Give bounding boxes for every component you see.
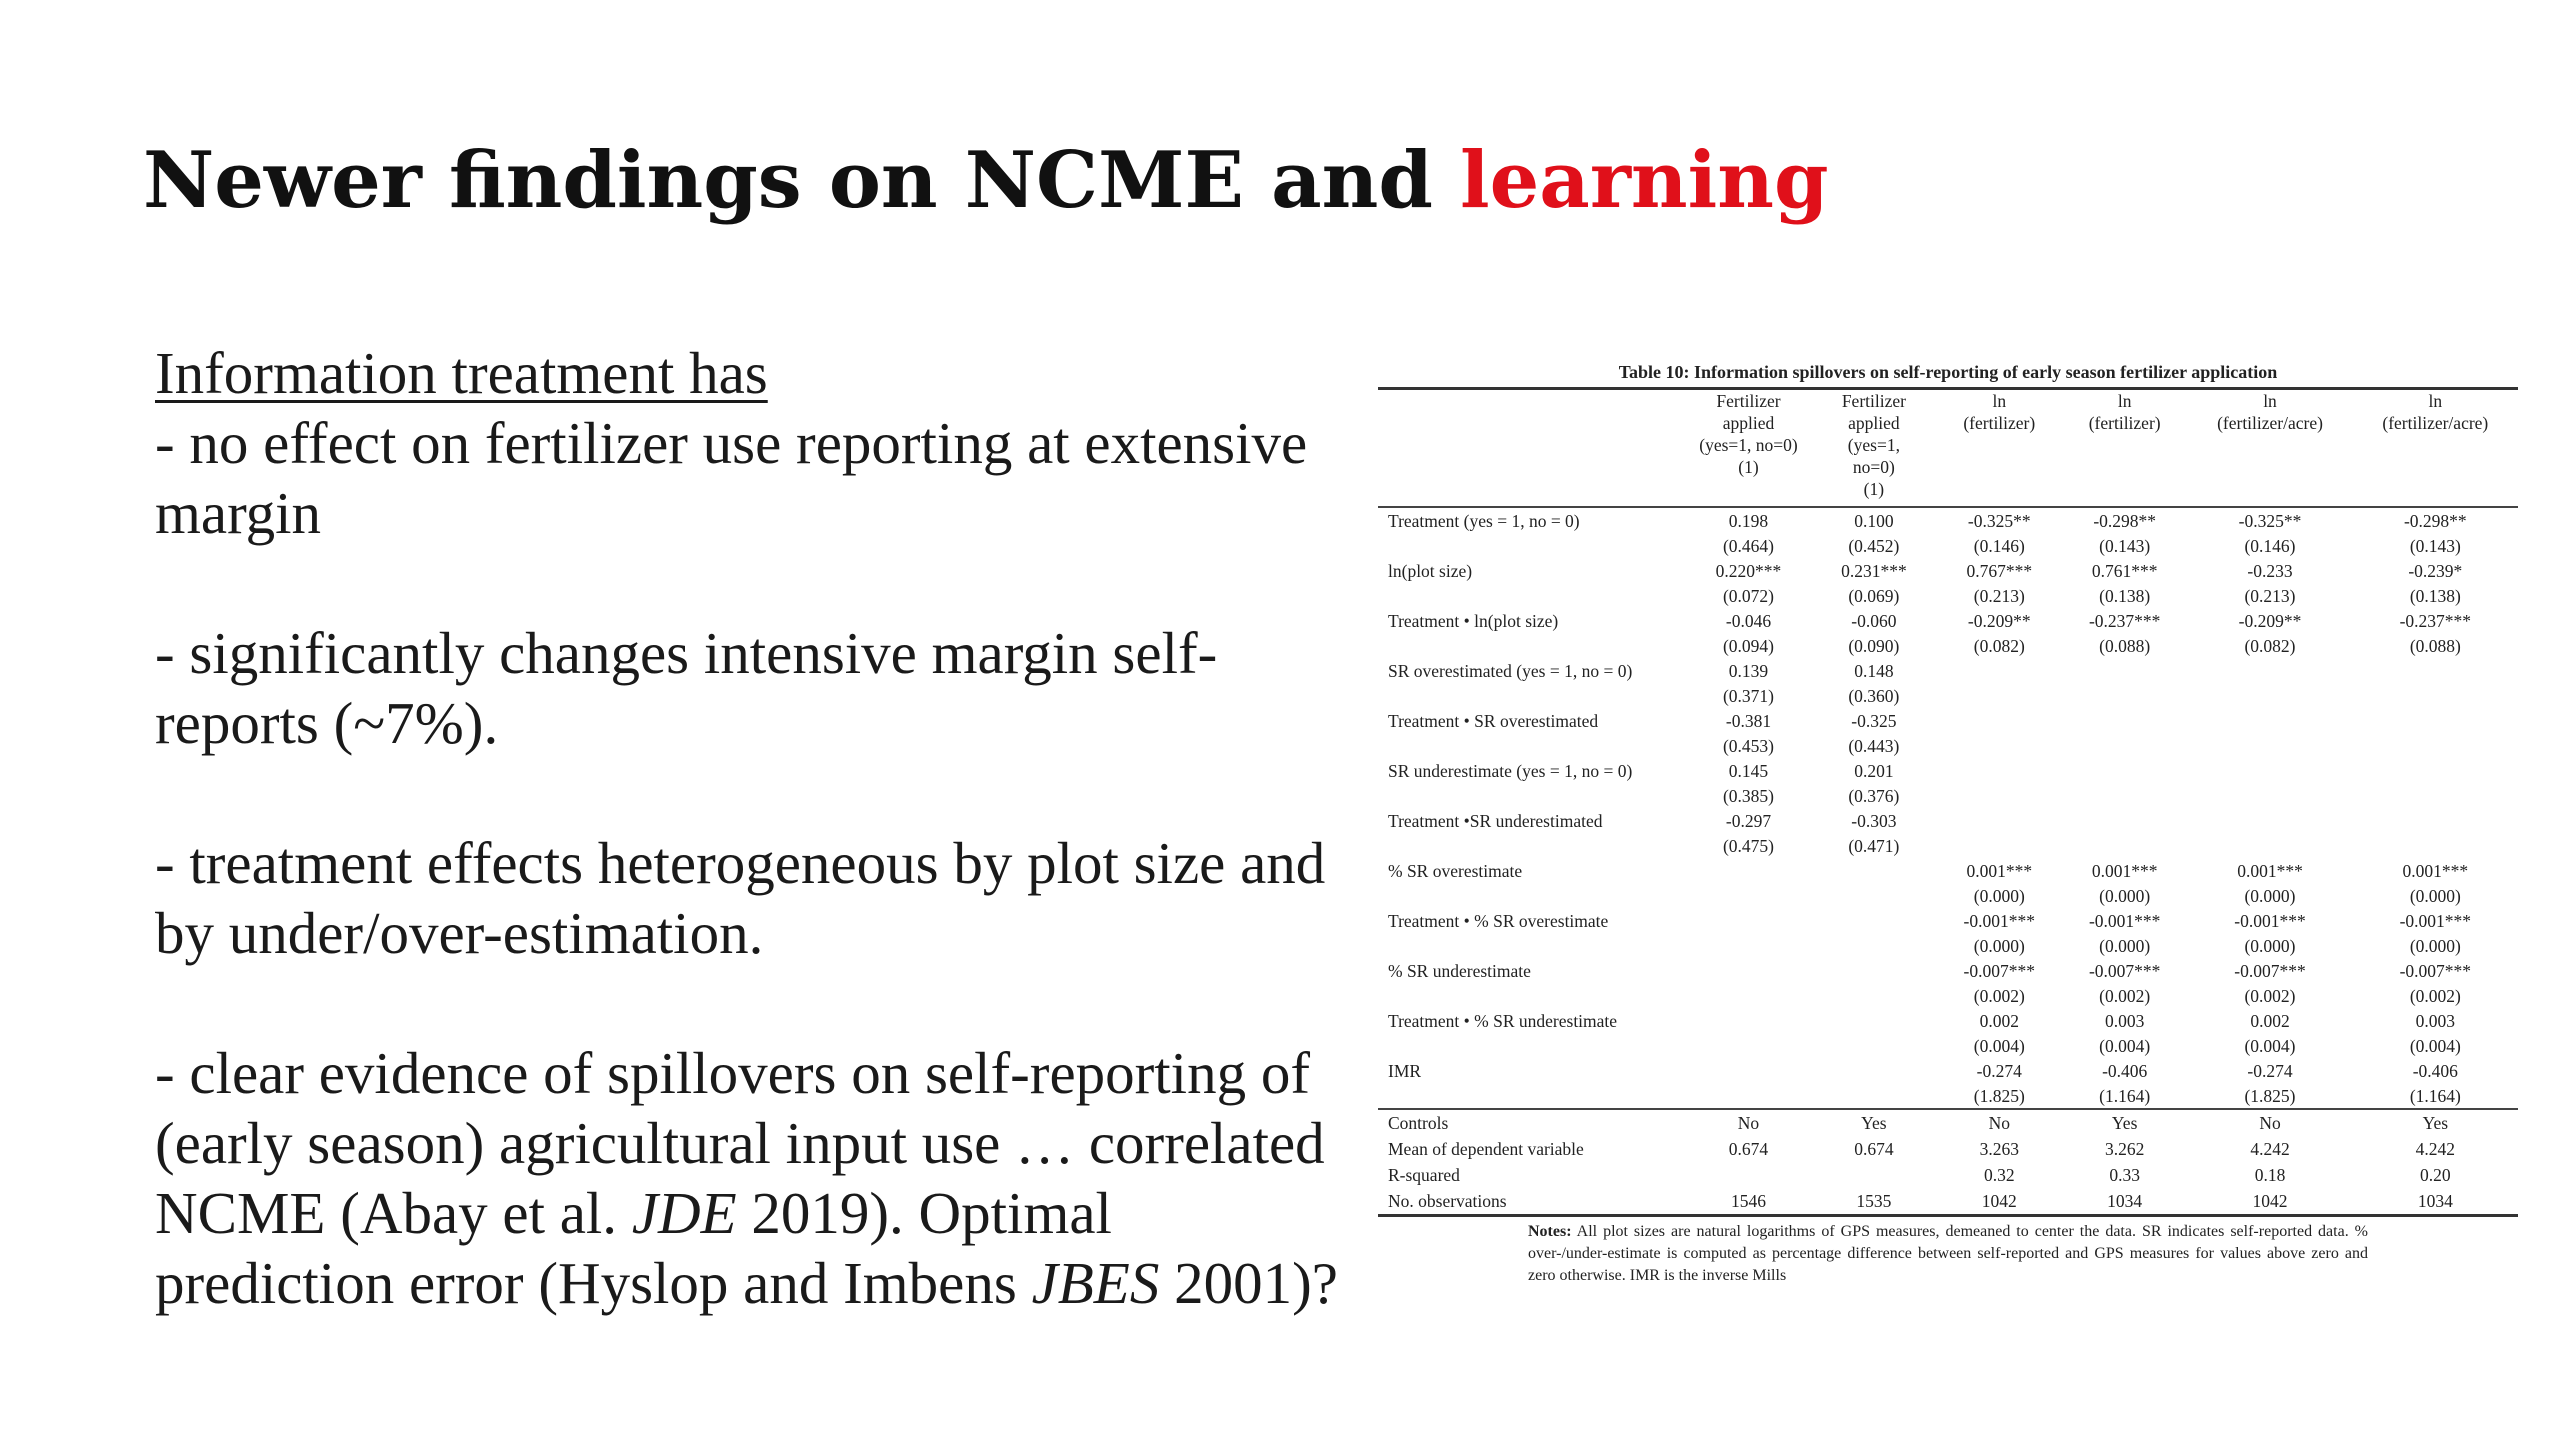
table-row: [1378, 608, 2518, 634]
table-row-se: [1378, 934, 2518, 958]
table-caption: Table 10: Information spillovers on self-reporting of early season fertilizer application: [1618, 362, 2278, 382]
table-row: [1378, 808, 2518, 834]
coefficient-cell: -0.007***: [2234, 961, 2306, 981]
coefficient-cell: [1811, 908, 1936, 934]
footer-value-cell: No: [1686, 1109, 1811, 1136]
coefficient-cell: [1686, 1058, 1811, 1084]
table-row-se: [1378, 584, 2518, 608]
std-error-cell: (0.000): [1973, 936, 2025, 956]
footer-value-cell: [1811, 1162, 1936, 1188]
coefficient-cell: 0.145: [1728, 761, 1769, 781]
std-error-cell: (0.000): [1973, 886, 2025, 906]
footer-value-cell: 1034: [2353, 1188, 2518, 1216]
std-error-cell: (0.443): [1848, 736, 1900, 756]
std-error-cell: (0.376): [1848, 786, 1900, 806]
coefficient-cell: 0.100: [1811, 507, 1936, 534]
column-header-line: ln: [2263, 391, 2277, 411]
coefficient-cell: 0.002: [2250, 1011, 2290, 1031]
table-footer-row: [1378, 1109, 2518, 1136]
coefficient-cell: [1686, 908, 1811, 934]
footer-value-cell: 0.32: [1983, 1165, 2015, 1185]
coefficient-cell: [2187, 658, 2352, 684]
row-label-empty: [1378, 584, 1686, 608]
std-error-cell: (0.146): [1973, 536, 2025, 556]
coefficient-cell: 0.003: [2104, 1011, 2145, 1031]
bullet-1: - no effect on fertilizer use reporting at extensive margin: [155, 410, 1308, 546]
table-row-se: [1378, 534, 2518, 558]
coefficient-cell: -0.406: [2412, 1061, 2458, 1081]
coefficient-cell: 0.148: [1854, 661, 1894, 681]
std-error-cell: [2353, 734, 2518, 758]
coefficient-cell: -0.233: [2247, 561, 2293, 581]
column-header-line: (1): [1738, 457, 1759, 477]
coefficient-cell: [1686, 858, 1811, 884]
std-error-cell: [2353, 834, 2518, 858]
row-label: % SR underestimate: [1388, 961, 1531, 981]
table-row-se: [1378, 1034, 2518, 1058]
table-row-se: [1378, 784, 2518, 808]
column-header: [2062, 389, 2187, 508]
column-header-line: (fertilizer/acre): [2382, 413, 2489, 433]
row-label-empty: [1378, 534, 1686, 558]
std-error-cell: (0.371): [1722, 686, 1774, 706]
footer-label: Controls: [1378, 1109, 1686, 1136]
column-header: [1686, 389, 1811, 508]
footer-value-cell: 3.262: [2104, 1139, 2145, 1159]
std-error-cell: (1.164): [2099, 1086, 2151, 1106]
std-error-cell: (0.002): [2099, 986, 2151, 1006]
row-label: Treatment (yes = 1, no = 0): [1378, 507, 1686, 534]
header-stub: [1378, 389, 1686, 508]
bullet-2: - significantly changes intensive margin self-reports (~7%).: [155, 620, 1218, 756]
std-error-cell: [1686, 884, 1811, 908]
footer-value-cell: 1042: [2187, 1188, 2352, 1216]
std-error-cell: (0.082): [2244, 636, 2296, 656]
std-error-cell: (0.138): [2409, 586, 2461, 606]
coefficient-cell: 0.220***: [1715, 561, 1782, 581]
std-error-cell: (0.000): [2409, 886, 2461, 906]
coefficient-cell: -0.298**: [2062, 507, 2187, 534]
std-error-cell: (0.088): [2099, 636, 2151, 656]
column-header-line: (yes=1, no=0): [1699, 435, 1798, 455]
footer-value-cell: 4.242: [2250, 1139, 2290, 1159]
row-label: Treatment • % SR overestimate: [1388, 911, 1609, 931]
row-label: Treatment • ln(plot size): [1388, 611, 1559, 631]
footer-value-cell: 0.18: [2254, 1165, 2286, 1185]
table-row: [1378, 958, 2518, 984]
spacer: [155, 968, 1355, 1038]
coefficient-cell: -0.237***: [2399, 611, 2472, 631]
std-error-cell: (0.453): [1722, 736, 1774, 756]
std-error-cell: (0.143): [2099, 536, 2151, 556]
coefficient-cell: [1811, 958, 1936, 984]
std-error-cell: (0.000): [2244, 886, 2296, 906]
bullet-4-part-c: 2001)?: [1159, 1250, 1338, 1316]
coefficient-cell: -0.239*: [2408, 561, 2463, 581]
row-label-empty: [1378, 1084, 1686, 1109]
std-error-cell: (0.000): [2409, 936, 2461, 956]
coefficient-cell: -0.297: [1725, 811, 1772, 831]
coefficient-cell: [1937, 658, 2062, 684]
coefficient-cell: -0.325: [1851, 711, 1897, 731]
coefficient-cell: -0.274: [2247, 1061, 2293, 1081]
std-error-cell: (0.002): [2244, 986, 2296, 1006]
column-header-line: (fertilizer/acre): [2217, 413, 2323, 433]
coefficient-cell: -0.406: [2102, 1061, 2148, 1081]
coefficient-cell: 0.767***: [1966, 561, 2033, 581]
column-header-line: (1): [1863, 479, 1885, 499]
column-header-line: (fertilizer): [1963, 413, 2036, 433]
footer-value-cell: No: [2187, 1109, 2352, 1136]
std-error-cell: [1811, 1084, 1936, 1109]
std-error-cell: [2187, 834, 2352, 858]
footer-value-cell: No: [1937, 1109, 2062, 1136]
std-error-cell: [1937, 734, 2062, 758]
coefficient-cell: [2062, 808, 2187, 834]
column-header: [1937, 389, 2062, 508]
coefficient-cell: [1686, 958, 1811, 984]
coefficient-cell: -0.298**: [2353, 507, 2518, 534]
std-error-cell: [1811, 934, 1936, 958]
column-header-line: Fertilizer: [1841, 391, 1906, 411]
table-header-row: [1378, 389, 2518, 508]
coefficient-cell: 0.201: [1854, 761, 1894, 781]
coefficient-cell: 0.001***: [1966, 861, 2033, 881]
coefficient-cell: -0.209**: [2238, 611, 2302, 631]
table-row-se: [1378, 684, 2518, 708]
table-footer-row: [1378, 1188, 2518, 1216]
std-error-cell: [1811, 884, 1936, 908]
std-error-cell: [1937, 684, 2062, 708]
bullet-4-part-b: 2019). Optimal prediction error (Hyslop and Imbens: [155, 1180, 1112, 1316]
std-error-cell: [2353, 684, 2518, 708]
footer-value-cell: 0.20: [2420, 1165, 2451, 1185]
coefficient-cell: -0.325**: [2187, 507, 2352, 534]
std-error-cell: (0.000): [2099, 886, 2151, 906]
std-error-cell: [2062, 784, 2187, 808]
footer-value-cell: Yes: [2062, 1109, 2187, 1136]
footer-value-cell: [1686, 1162, 1811, 1188]
column-header-line: applied: [1722, 413, 1775, 433]
std-error-cell: [2062, 684, 2187, 708]
std-error-cell: [2187, 684, 2352, 708]
row-label: IMR: [1388, 1061, 1422, 1081]
table-row: [1378, 1058, 2518, 1084]
coefficient-cell: [1811, 1008, 1936, 1034]
std-error-cell: [1686, 984, 1811, 1008]
std-error-cell: (0.004): [2244, 1036, 2296, 1056]
footer-value-cell: 1034: [2062, 1188, 2187, 1216]
std-error-cell: (0.000): [2244, 936, 2296, 956]
coefficient-cell: 0.761***: [2091, 561, 2158, 581]
std-error-cell: [1811, 1034, 1936, 1058]
coefficient-cell: [2062, 658, 2187, 684]
coefficient-cell: -0.060: [1851, 611, 1897, 631]
column-header: [2187, 389, 2352, 508]
std-error-cell: (0.360): [1848, 686, 1900, 706]
column-header-line: (fertilizer): [2088, 413, 2161, 433]
std-error-cell: [1686, 934, 1811, 958]
std-error-cell: [2062, 834, 2187, 858]
std-error-cell: [1686, 1084, 1811, 1109]
coefficient-cell: 0.003: [2415, 1011, 2456, 1031]
std-error-cell: [1937, 834, 2062, 858]
row-label-empty: [1378, 684, 1686, 708]
footer-value-cell: Yes: [1811, 1109, 1936, 1136]
coefficient-cell: 0.001***: [2402, 861, 2469, 881]
coefficient-cell: [2187, 758, 2352, 784]
table-row-se: [1378, 734, 2518, 758]
table-row: [1378, 858, 2518, 884]
journal-jde: JDE: [631, 1180, 737, 1246]
std-error-cell: (0.138): [2099, 586, 2151, 606]
std-error-cell: [2187, 734, 2352, 758]
std-error-cell: (0.213): [2244, 586, 2296, 606]
coefficient-cell: -0.274: [1976, 1061, 2022, 1081]
row-label: SR overestimated (yes = 1, no = 0): [1388, 661, 1633, 681]
row-label: Treatment • % SR underestimate: [1388, 1011, 1618, 1031]
table-row: [1378, 658, 2518, 684]
coefficient-cell: [1937, 708, 2062, 734]
footer-label: No. observations: [1378, 1188, 1686, 1216]
std-error-cell: (0.004): [2409, 1036, 2461, 1056]
notes-text: All plot sizes are natural logarithms of GPS measures, demeaned to center the data. SR indicates self-reported data. % over-/under-estimate is computed as percentage difference between self-reported and GPS measures for values above zero and zero otherwise. IMR is the inverse Mills: [1528, 1223, 2368, 1284]
coefficient-cell: [2353, 808, 2518, 834]
footer-value-cell: 0.674: [1728, 1139, 1769, 1159]
coefficient-cell: [2353, 758, 2518, 784]
std-error-cell: (0.072): [1722, 586, 1774, 606]
coefficient-cell: [1686, 1008, 1811, 1034]
title-accent: learning: [1460, 135, 1829, 226]
std-error-cell: [2353, 784, 2518, 808]
footer-value-cell: Yes: [2353, 1109, 2518, 1136]
journal-jbes: JBES: [1031, 1250, 1160, 1316]
column-header-line: no=0): [1852, 457, 1895, 477]
std-error-cell: (0.475): [1722, 836, 1774, 856]
coefficient-cell: -0.237***: [2088, 611, 2161, 631]
std-error-cell: [1811, 984, 1936, 1008]
coefficient-cell: -0.001***: [1963, 911, 2035, 931]
footer-value-cell: 1535: [1811, 1188, 1936, 1216]
column-header: [2353, 389, 2518, 508]
row-label: SR underestimate (yes = 1, no = 0): [1388, 761, 1633, 781]
row-label: ln(plot size): [1388, 561, 1473, 581]
coefficient-cell: [1811, 858, 1936, 884]
column-header-line: (yes=1,: [1847, 435, 1900, 455]
table-row: [1378, 908, 2518, 934]
std-error-cell: (0.090): [1848, 636, 1900, 656]
column-header-line: ln: [1992, 391, 2007, 411]
row-label: Treatment •SR underestimated: [1388, 811, 1603, 831]
bullet-4: [155, 1038, 1355, 1318]
coefficient-cell: [2062, 758, 2187, 784]
coefficient-cell: [1937, 808, 2062, 834]
coefficient-cell: 0.231***: [1841, 561, 1907, 581]
std-error-cell: (0.094): [1722, 636, 1774, 656]
std-error-cell: (0.213): [1973, 586, 2025, 606]
spacer: [155, 758, 1355, 828]
bullet-text-block: [155, 338, 1355, 1318]
coefficient-cell: -0.303: [1851, 811, 1897, 831]
std-error-cell: (0.385): [1722, 786, 1774, 806]
coefficient-cell: [2062, 708, 2187, 734]
row-label-empty: [1378, 884, 1686, 908]
coefficient-cell: [2187, 708, 2352, 734]
row-label-empty: [1378, 934, 1686, 958]
footer-value-cell: 1042: [1937, 1188, 2062, 1216]
regression-table: [1378, 387, 2518, 1217]
row-label-empty: [1378, 1034, 1686, 1058]
std-error-cell: (0.452): [1848, 536, 1900, 556]
coefficient-cell: 0.001***: [2237, 861, 2303, 881]
coefficient-cell: -0.007***: [1963, 961, 2035, 981]
coefficient-cell: -0.001***: [2088, 911, 2161, 931]
coefficient-cell: -0.325**: [1937, 507, 2062, 534]
column-header: [1811, 389, 1936, 508]
std-error-cell: [2062, 734, 2187, 758]
std-error-cell: (1.825): [1973, 1086, 2025, 1106]
std-error-cell: (0.082): [1973, 636, 2025, 656]
table-row-se: [1378, 834, 2518, 858]
coefficient-cell: -0.007***: [2088, 961, 2161, 981]
std-error-cell: (0.069): [1848, 586, 1900, 606]
std-error-cell: [1686, 1034, 1811, 1058]
std-error-cell: (0.143): [2409, 536, 2461, 556]
table-row-se: [1378, 984, 2518, 1008]
column-header-line: applied: [1848, 413, 1900, 433]
footer-label: Mean of dependent variable: [1388, 1139, 1584, 1159]
row-label-empty: [1378, 734, 1686, 758]
bullets-heading: Information treatment has: [155, 340, 768, 406]
footer-value-cell: 3.263: [1979, 1139, 2019, 1159]
footer-value-cell: 4.242: [2415, 1139, 2456, 1159]
std-error-cell: [2187, 784, 2352, 808]
table-row-se: [1378, 1084, 2518, 1109]
table-row: [1378, 758, 2518, 784]
std-error-cell: (0.002): [2409, 986, 2461, 1006]
coefficient-cell: [2353, 708, 2518, 734]
table-row: [1378, 558, 2518, 584]
coefficient-cell: 0.001***: [2091, 861, 2158, 881]
std-error-cell: (0.471): [1848, 836, 1900, 856]
row-label-empty: [1378, 634, 1686, 658]
regression-table-figure: [1378, 362, 2518, 1287]
table-row: [1378, 1008, 2518, 1034]
footer-value-cell: 1546: [1686, 1188, 1811, 1216]
table-row-se: [1378, 634, 2518, 658]
coefficient-cell: -0.381: [1725, 711, 1772, 731]
table-footer-row: [1378, 1162, 2518, 1188]
coefficient-cell: -0.001***: [2399, 911, 2472, 931]
title-main: Newer findings on NCME and: [143, 135, 1461, 226]
bullet-3: - treatment effects heterogeneous by plot size and by under/over-estimation.: [155, 830, 1326, 966]
row-label-empty: [1378, 834, 1686, 858]
row-label: Treatment • SR overestimated: [1388, 711, 1599, 731]
row-label: % SR overestimate: [1388, 861, 1523, 881]
coefficient-cell: -0.046: [1725, 611, 1772, 631]
coefficient-cell: -0.007***: [2399, 961, 2472, 981]
table-footer-row: [1378, 1136, 2518, 1162]
table-row: [1378, 507, 2518, 534]
std-error-cell: [1937, 784, 2062, 808]
coefficient-cell: [1937, 758, 2062, 784]
std-error-cell: (0.464): [1722, 536, 1774, 556]
table-row: [1378, 708, 2518, 734]
table-row-se: [1378, 884, 2518, 908]
row-label-empty: [1378, 984, 1686, 1008]
coefficient-cell: 0.198: [1686, 507, 1811, 534]
coefficient-cell: 0.002: [1979, 1011, 2019, 1031]
table-notes: [1528, 1221, 2368, 1287]
coefficient-cell: [1811, 1058, 1936, 1084]
footer-value-cell: 0.33: [2109, 1165, 2140, 1185]
std-error-cell: (1.825): [2244, 1086, 2296, 1106]
spacer: [155, 548, 1355, 618]
std-error-cell: (0.146): [2244, 536, 2296, 556]
row-label-empty: [1378, 784, 1686, 808]
column-header-line: ln: [2117, 391, 2132, 411]
std-error-cell: (0.088): [2409, 636, 2461, 656]
coefficient-cell: 0.139: [1728, 661, 1769, 681]
column-header-line: ln: [2428, 391, 2443, 411]
std-error-cell: (0.000): [2099, 936, 2151, 956]
std-error-cell: (1.164): [2409, 1086, 2461, 1106]
notes-label: Notes:: [1528, 1223, 1572, 1240]
std-error-cell: (0.004): [2099, 1036, 2151, 1056]
footer-label: R-squared: [1388, 1165, 1460, 1185]
std-error-cell: (0.004): [1973, 1036, 2025, 1056]
coefficient-cell: [2187, 808, 2352, 834]
footer-value-cell: 0.674: [1854, 1139, 1894, 1159]
column-header-line: Fertilizer: [1716, 391, 1781, 411]
coefficient-cell: -0.001***: [2234, 911, 2306, 931]
coefficient-cell: [2353, 658, 2518, 684]
std-error-cell: (0.002): [1973, 986, 2025, 1006]
slide-title: [143, 135, 1829, 226]
bullet-4-part-a: - clear evidence of spillovers on self-reporting of (early season) agricultural input use … correlated NCME (Abay et al.: [155, 1040, 1325, 1246]
coefficient-cell: -0.209**: [1967, 611, 2031, 631]
